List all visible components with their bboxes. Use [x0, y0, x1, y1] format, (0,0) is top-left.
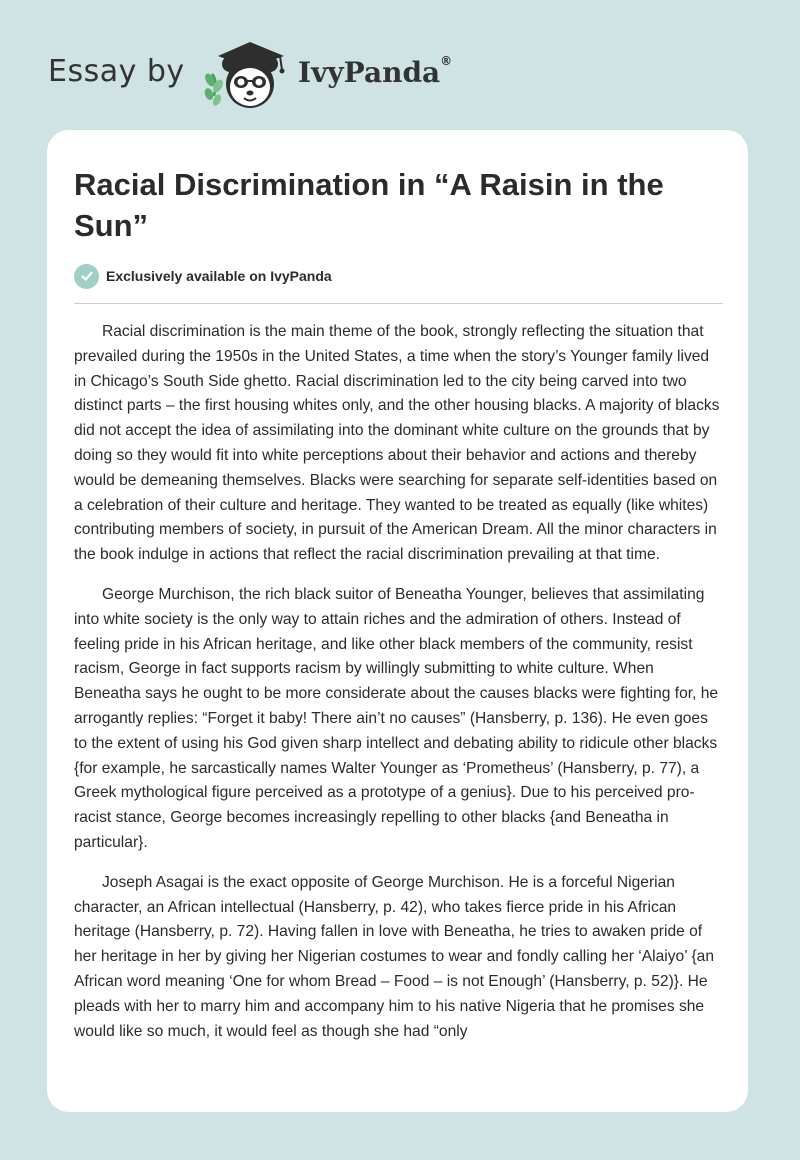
page-title: Racial Discrimination in “A Raisin in the Sun” [74, 167, 664, 243]
registered-mark: ® [440, 54, 453, 68]
site-header [48, 34, 748, 114]
exclusive-badge [74, 263, 332, 289]
paragraph: Joseph Asagai is the exact opposite of George Murchison. He is a forceful Nigerian character, an African intellectual (Hansberry, p. 42), who takes fierce pride in his African heritage (Hansberry, p. 72). Having fallen in love with Beneatha, he tries to awaken pride of her heritage in her by giving her Nigerian costumes to wear and fondly calling her ‘Alaiyo’ {an African word meaning ‘One for whom Bread – Food – is not Enough’ (Hansberry, p. 52)}. He pleads with her to marry him and accompany him to his native Nigeria that he promises she would like so much, it would feel as though she had “only [74, 873, 714, 1040]
paragraph: Racial discrimination is the main theme of the book, strongly reflecting the situation that prevailed during the 1950s in the United States, a time when the story’s Younger family lived in Chicago’s South Side ghetto. Racial discrimination led to the city being carved into two distinct parts – the first housing whites only, and the other housing blacks. A majority of blacks did not accept the idea of assimilating into the dominant white culture on the grounds that by doing so they would fit into white perceptions about their behavior and actions and thereby would be demeaning themselves. Blacks were searching for separate self-identities based on a celebration of their culture and heritage. They wanted to be treated as equally (like whites) contributing members of society, in pursuit of the American Dream. All the minor characters in the book indulge in actions that reflect the racial discrimination prevailing at that time. [74, 323, 720, 564]
essay-body [74, 320, 724, 1059]
panda-graduate-logo-icon[interactable] [204, 34, 296, 114]
check-icon [74, 264, 99, 289]
paragraph: George Murchison, the rich black suitor of Beneatha Younger, believes that assimilating into white society is the only way to attain riches and the admiration of others. Instead of feeling pride in his African heritage, and like other black members of the community, resist racism, George in fact supports racism by willingly submitting to white culture. When Beneatha says he ought to be more considerate about the causes blacks were fighting for, he arrogantly replies: “Forget it baby! There ain’t no causes” (Hansberry, p. 136). He even goes to the extent of using his God given sharp intellect and debating ability to ridicule other blacks {for example, he sarcastically names Walter Younger as ‘Prometheus’ (Hansberry, p. 77), a Greek mythological figure perceived as a prototype of a genius}. Due to his perceived pro-racist stance, George becomes increasingly repelling to other blacks {and Beneatha in particular}. [74, 585, 719, 851]
brand-name[interactable]: IvyPanda® [298, 54, 453, 89]
brand-prefix: Essay by [48, 54, 185, 89]
essay-card [47, 130, 748, 1112]
divider [74, 303, 723, 304]
badge-text: Exclusively available on IvyPanda [106, 268, 332, 284]
